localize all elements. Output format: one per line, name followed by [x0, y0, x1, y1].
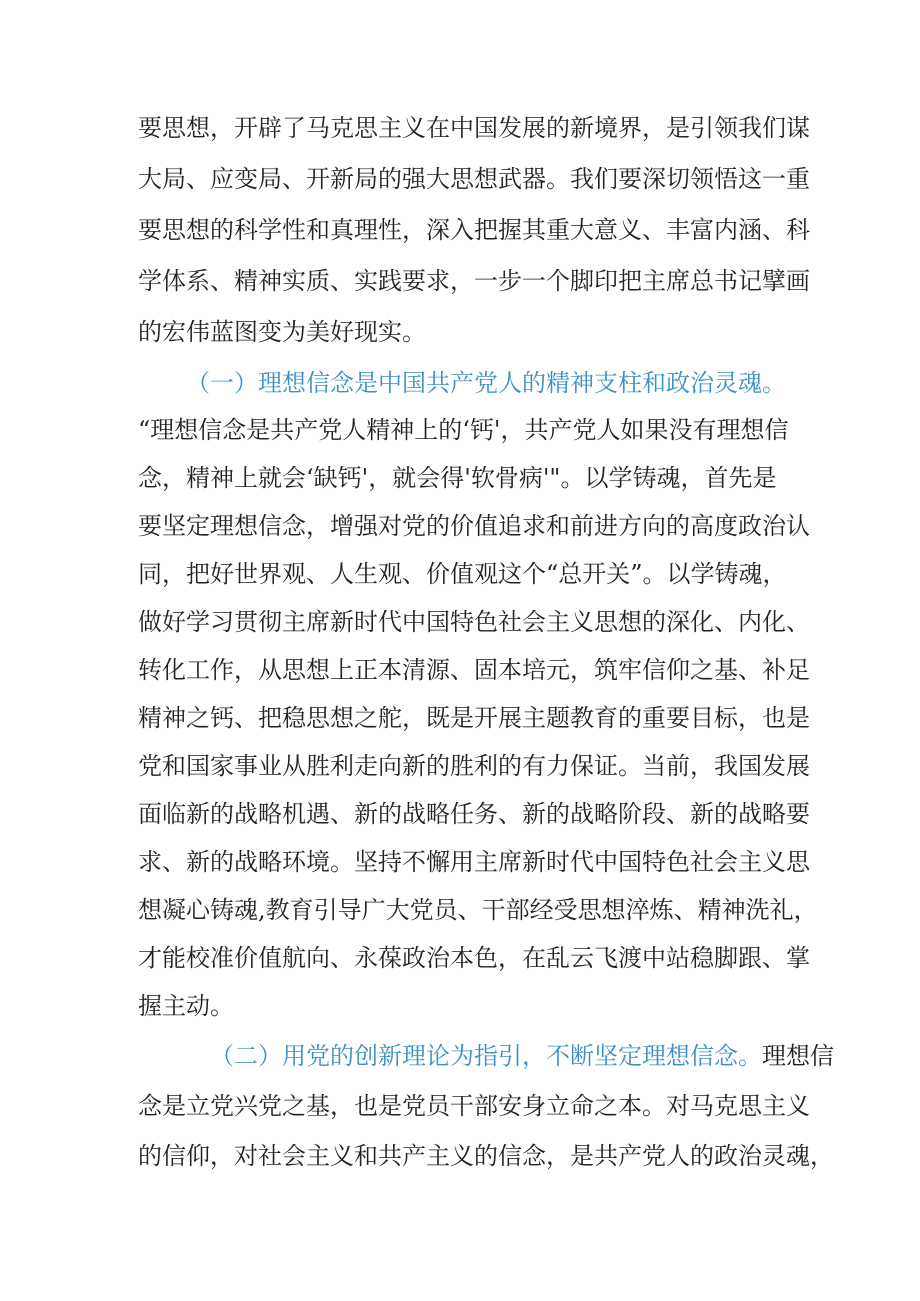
intro-line-4: 学体系、精神实质、实践要求，一步一个脚印把主席总书记擘画: [138, 267, 810, 295]
intro-line-5: 的宏伟蓝图变为美好现实。: [138, 318, 426, 346]
section-one-line-6: 转化工作，从思想上正本清源、固本培元，筑牢信仰之基、补足: [138, 656, 810, 684]
section-one-line-2: 念，精神上就会‘缺钙'，就会得'软骨病'"。以学铸魂，首先是: [138, 464, 777, 492]
section-two-line-1: 念是立党兴党之基，也是党员干部安身立命之本。对马克思主义: [138, 1092, 810, 1120]
section-one-line-12: 才能校准价值航向、永葆政治本色，在乱云飞渡中站稳脚跟、掌: [138, 944, 810, 972]
section-two-line-2: 的信仰，对社会主义和共产主义的信念，是共产党人的政治灵魂，: [138, 1142, 834, 1170]
section-one-line-10: 求、新的战略环境。坚持不懈用主席新时代中国特色社会主义思: [138, 848, 810, 876]
intro-line-3: 要思想的科学性和真理性，深入把握其重大意义、丰富内涵、科: [138, 216, 810, 244]
section-one-line-3: 要坚定理想信念，增强对党的价值追求和前进方向的高度政治认: [138, 512, 810, 540]
section-one-line-1: “理想信念是共产党人精神上的‘钙'，共产党人如果没有理想信: [138, 416, 789, 444]
section-one-line-7: 精神之钙、把稳思想之舵，既是开展主题教育的重要目标，也是: [138, 704, 810, 732]
section-one-line-13: 握主动。: [138, 992, 234, 1020]
section-one-line-4: 同，把好世界观、人生观、价值观这个“总开关”。以学铸魂，: [138, 560, 787, 588]
section-two-heading: （二）用党的创新理论为指引，不断坚定理想信念。: [210, 1042, 762, 1070]
intro-line-2: 大局、应变局、开新局的强大思想武器。我们要深切领悟这一重: [138, 165, 810, 193]
section-two-heading-tail: 理想信: [762, 1042, 834, 1070]
section-one-line-9: 面临新的战略机遇、新的战略任务、新的战略阶段、新的战略要: [138, 800, 810, 828]
intro-line-1: 要思想，开辟了马克思主义在中国发展的新境界，是引领我们谋: [138, 114, 810, 142]
section-one-line-8: 党和国家事业从胜利走向新的胜利的有力保证。当前，我国发展: [138, 752, 810, 780]
section-two-first-line: [210, 1036, 834, 1076]
section-one-heading: （一）理想信念是中国共产党人的精神支柱和政治灵魂。: [186, 369, 786, 397]
section-one-line-11: 想凝心铸魂,教育引导广大党员、干部经受思想淬炼、精神洗礼，: [138, 896, 818, 924]
section-one-line-5: 做好学习贯彻主席新时代中国特色社会主义思想的深化、内化、: [138, 608, 810, 636]
